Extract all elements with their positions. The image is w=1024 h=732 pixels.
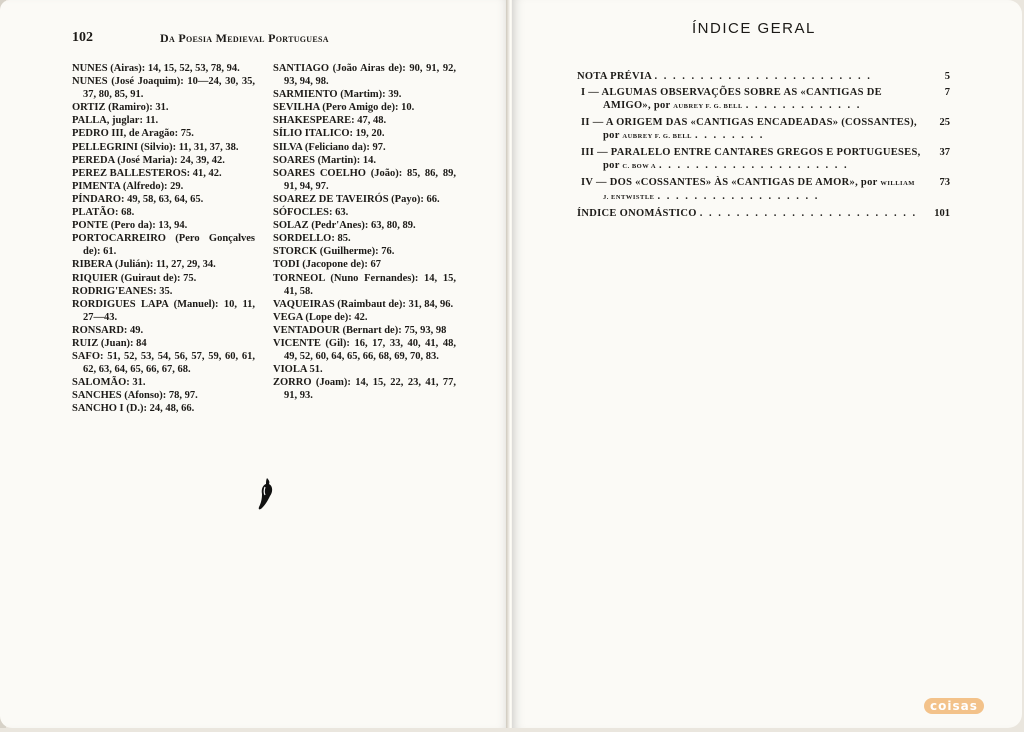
- index-entry: PONTE (Pero da): 13, 94.: [72, 220, 188, 232]
- index-entry: VICENTE (Gil): 16, 17, 33, 40, 41, 48, 49, 52, 60, 64, 65, 66, 68, 69, 70, 83.: [273, 337, 456, 363]
- pepper-ornament-icon: [256, 476, 276, 512]
- index-entry: VAQUEIRAS (Raimbaut de): 31, 84, 96.: [273, 298, 454, 310]
- index-entry: NUNES (José Joaquim): 10—24, 30, 35, 37, 80, 85, 91.: [72, 76, 255, 101]
- index-entry: PIMENTA (Alfredo): 29.: [72, 180, 184, 192]
- index-column-1: [72, 62, 255, 416]
- leader-dots: . . . . . . . . . . . . .: [745, 100, 862, 111]
- index-entry: SANCHES (Afonso): 78, 97.: [72, 390, 198, 402]
- table-of-contents: [577, 70, 950, 222]
- contents-title: ÍNDICE GERAL: [692, 20, 816, 37]
- index-entry: VIOLA 51.: [273, 364, 323, 376]
- index-entry: RIBERA (Julián): 11, 27, 29, 34.: [72, 259, 216, 271]
- index-entry: VENTADOUR (Bernart de): 75, 93, 98: [273, 324, 447, 336]
- toc-page: 25: [939, 116, 950, 128]
- toc-label: III — PARALELO ENTRE CANTARES GREGOS E PORTUGUESES, por: [581, 146, 921, 171]
- leader-dots: . . . . . . . .: [694, 130, 765, 141]
- index-entry: PELLEGRINI (Silvio): 11, 31, 37, 38.: [72, 141, 239, 153]
- toc-label: II — A ORIGEM DAS «CANTIGAS ENCADEADAS» (COSSANTES), por: [581, 116, 917, 141]
- index-entry: SÍLIO ITALICO: 19, 20.: [273, 128, 385, 140]
- leader-dots: . . . . . . . . . . . . . . . . . .: [657, 191, 820, 202]
- leader-dots: . . . . . . . . . . . . . . . . . . . . .: [659, 160, 849, 171]
- index-entry: TODI (Jacopone de): 67: [273, 259, 382, 271]
- index-entry: ZORRO (Joam): 14, 15, 22, 23, 41, 77, 91, 93.: [273, 377, 456, 402]
- index-entry: SEVILHA (Pero Amigo de): 10.: [273, 102, 415, 114]
- index-entry: PÍNDARO: 49, 58, 63, 64, 65.: [72, 193, 204, 205]
- index-entry: SOARES COELHO (João): 85, 86, 89, 91, 94, 97.: [273, 167, 456, 192]
- index-entry: SOLAZ (Pedr'Anes): 63, 80, 89.: [273, 220, 416, 232]
- toc-entry: [577, 86, 950, 114]
- toc-entry: [577, 207, 950, 221]
- toc-page: 5: [944, 71, 950, 82]
- toc-entry: [577, 70, 950, 84]
- index-entry: PEREZ BALLESTEROS: 41, 42.: [72, 167, 222, 179]
- index-entry: SÓFOCLES: 63.: [273, 207, 349, 219]
- index-entry: SANCHO I (D.): 24, 48, 66.: [72, 403, 195, 415]
- index-entry: NUNES (Airas): 14, 15, 52, 53, 78, 94.: [72, 63, 240, 74]
- toc-entry: [577, 116, 950, 144]
- index-entry: TORNEOL (Nuno Fernandes): 14, 15, 41, 58.: [273, 272, 456, 297]
- page-number: 102: [72, 30, 93, 45]
- index-entry: SALOMÃO: 31.: [72, 377, 146, 389]
- index-entry: SILVA (Feliciano da): 97.: [273, 141, 386, 153]
- index-entry: SORDELLO: 85.: [273, 233, 351, 245]
- index-column-2: [273, 62, 456, 402]
- index-entry: STORCK (Guilherme): 76.: [273, 246, 395, 258]
- index-entry: PEDRO III, de Aragão: 75.: [72, 128, 194, 140]
- toc-page: 7: [944, 86, 950, 98]
- toc-author: AUBREY F. G. BELL: [673, 103, 743, 110]
- index-entry: SHAKESPEARE: 47, 48.: [273, 115, 387, 127]
- running-title: Da Poesia Medieval Portuguesa: [160, 31, 329, 45]
- index-entry: RONSARD: 49.: [72, 324, 144, 336]
- toc-entry: [577, 176, 950, 205]
- toc-entry: [577, 146, 950, 174]
- index-entry: SARMIENTO (Martim): 39.: [273, 89, 402, 101]
- toc-page: 101: [934, 207, 950, 219]
- index-entry: SOARES (Martin): 14.: [273, 154, 376, 166]
- index-entry: SANTIAGO (João Airas de): 90, 91, 92, 93, 94, 98.: [273, 63, 456, 88]
- watermark-logo: coisas: [924, 698, 984, 714]
- toc-author: C. BOW A: [622, 163, 657, 170]
- index-entry: SAFO: 51, 52, 53, 54, 56, 57, 59, 60, 61, 62, 63, 64, 65, 66, 67, 68.: [72, 351, 255, 376]
- toc-page: 73: [939, 176, 950, 188]
- toc-label: ÍNDICE ONOMÁSTICO: [577, 207, 697, 219]
- leader-dots: . . . . . . . . . . . . . . . . . . . . . . . .: [699, 207, 918, 219]
- toc-label: IV — DOS «COSSANTES» ÀS «CANTIGAS DE AMOR», por: [581, 176, 878, 188]
- index-entry: RIQUIER (Guiraut de): 75.: [72, 272, 197, 284]
- toc-label: I — ALGUMAS OBSERVAÇÕES SOBRE AS «CANTIGAS DE AMIGO», por: [581, 86, 882, 111]
- index-entry: PEREDA (José Maria): 24, 39, 42.: [72, 154, 225, 166]
- index-entry: PALLA, juglar: 11.: [72, 115, 159, 127]
- index-entry: RUIZ (Juan): 84: [72, 337, 147, 349]
- index-entry: PLATÃO: 68.: [72, 207, 135, 219]
- index-entry: ORTIZ (Ramiro): 31.: [72, 102, 169, 114]
- index-entry: SOAREZ DE TAVEIRÓS (Payo): 66.: [273, 193, 440, 205]
- index-entry: RODRIG'EANES: 35.: [72, 285, 173, 297]
- toc-label: NOTA PRÉVIA: [577, 71, 652, 82]
- toc-author: AUBREY F. G. BELL: [622, 133, 693, 140]
- leader-dots: . . . . . . . . . . . . . . . . . . . . . . . .: [654, 71, 872, 82]
- index-entry: RORDIGUES LAPA (Manuel): 10, 11, 27—43.: [72, 298, 255, 323]
- toc-author: WILLIAM J. ENTWISTLE: [603, 179, 915, 201]
- index-entry: PORTOCARREIRO (Pero Gonçalves de): 61.: [72, 233, 255, 258]
- toc-page: 37: [939, 146, 950, 158]
- index-entry: VEGA (Lope de): 42.: [273, 311, 368, 323]
- left-page: [0, 0, 512, 728]
